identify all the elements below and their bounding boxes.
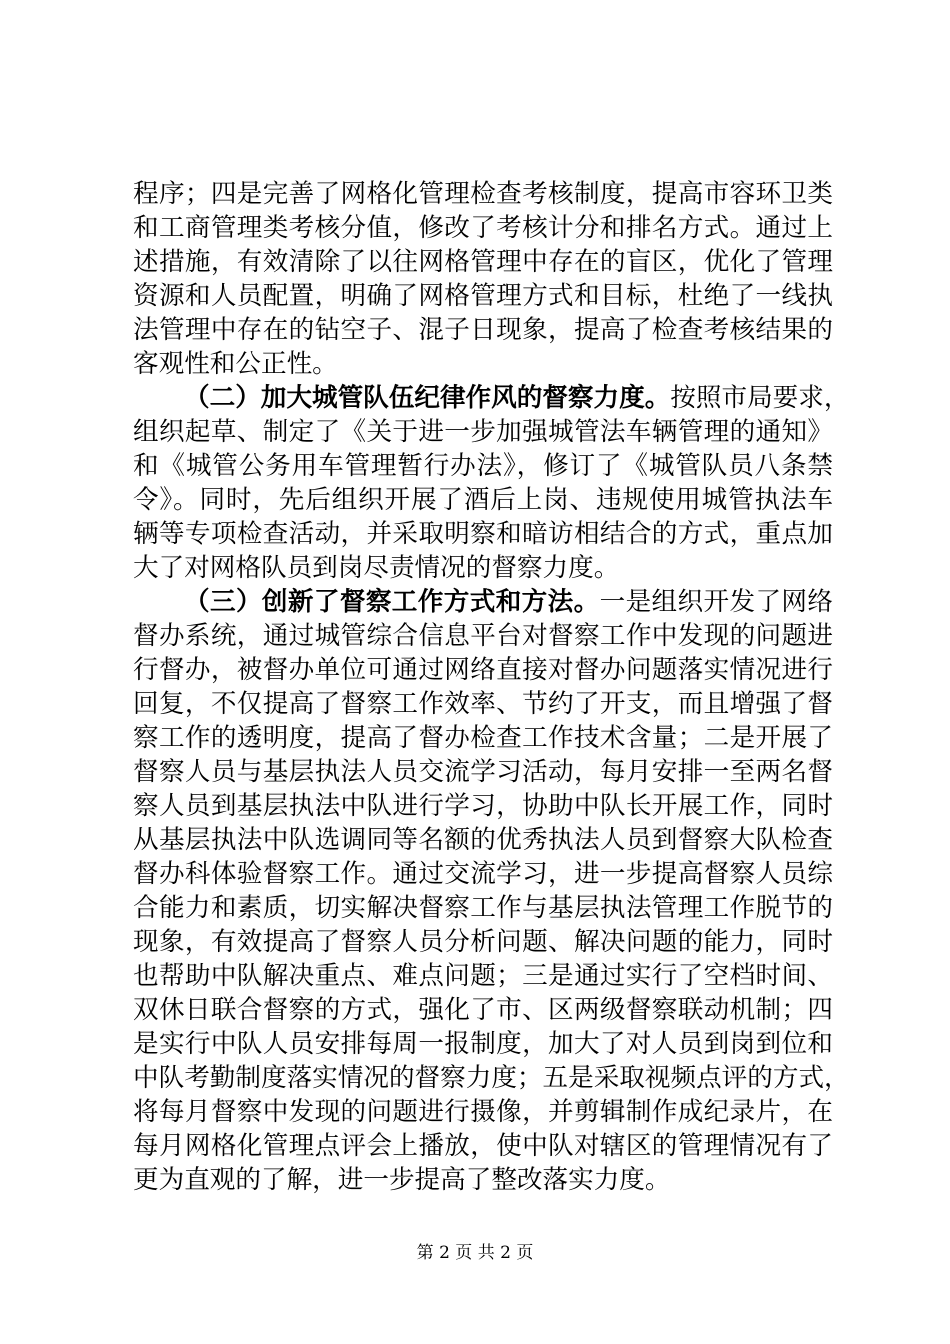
paragraph-3-first-line bbox=[184, 585, 833, 619]
paragraph-3-line-2: 督办系统，通过城管综合信息平台对督察工作中发现的问题进 bbox=[133, 621, 833, 651]
paragraph-2-line-3: 和《城管公务用车管理暂行办法》，修订了《城管队员八条禁 bbox=[133, 451, 833, 481]
paragraph-3-first-line-text: 一是组织开发了网络 bbox=[599, 587, 833, 617]
paragraph-3-line-16: 将每月督察中发现的问题进行摄像，并剪辑制作成纪录片，在 bbox=[133, 1097, 833, 1127]
paragraph-2-line-4: 令》。同时，先后组织开展了酒后上岗、违规使用城管执法车 bbox=[133, 485, 833, 515]
paragraph-3-line-9: 督办科体验督察工作。通过交流学习，进一步提高督察人员综 bbox=[133, 859, 833, 889]
paragraph-3-line-17: 每月网格化管理点评会上播放，使中队对辖区的管理情况有了 bbox=[133, 1131, 833, 1161]
paragraph-3-line-3: 行督办，被督办单位可通过网络直接对督办问题落实情况进行 bbox=[133, 655, 833, 685]
paragraph-3-line-7: 察人员到基层执法中队进行学习，协助中队长开展工作，同时 bbox=[133, 791, 833, 821]
paragraph-3-line-5: 察工作的透明度，提高了督办检查工作技术含量；二是开展了 bbox=[133, 723, 833, 753]
paragraph-3-line-15: 中队考勤制度落实情况的督察力度；五是采取视频点评的方式， bbox=[133, 1063, 850, 1093]
paragraph-3-line-10: 合能力和素质，切实解决督察工作与基层执法管理工作脱节的 bbox=[133, 893, 833, 923]
paragraph-3-line-18: 更为直观的了解，进一步提高了整改落实力度。 bbox=[133, 1165, 671, 1195]
paragraph-3-line-14: 是实行中队人员安排每周一报制度，加大了对人员到岗到位和 bbox=[133, 1029, 833, 1059]
paragraph-1-line-3: 述措施，有效清除了以往网格管理中存在的盲区，优化了管理 bbox=[133, 247, 833, 277]
paragraph-3-line-8: 从基层执法中队选调同等名额的优秀执法人员到督察大队检查 bbox=[133, 825, 833, 855]
paragraph-2-line-6: 大了对网格队员到岗尽责情况的督察力度。 bbox=[133, 553, 620, 583]
paragraph-1-line-2: 和工商管理类考核分值，修改了考核计分和排名方式。通过上 bbox=[133, 213, 833, 243]
paragraph-3-line-12: 也帮助中队解决重点、难点问题；三是通过实行了空档时间、 bbox=[133, 961, 833, 991]
paragraph-1-line-5: 法管理中存在的钻空子、混子日现象，提高了检查考核结果的 bbox=[133, 315, 833, 345]
section-heading-2: （二）加大城管队伍纪律作风的督察力度。 bbox=[184, 383, 671, 413]
paragraph-1-line-4: 资源和人员配置，明确了网格管理方式和目标，杜绝了一线执 bbox=[133, 281, 833, 311]
paragraph-3-line-4: 回复，不仅提高了督察工作效率、节约了开支，而且增强了督 bbox=[133, 689, 833, 719]
paragraph-2-line-2: 组织起草、制定了《关于进一步加强城管法车辆管理的通知》 bbox=[133, 417, 833, 447]
paragraph-2-first-line-text: 按照市局要求， bbox=[670, 383, 850, 413]
paragraph-1-line-1: 程序；四是完善了网格化管理检查考核制度，提高市容环卫类 bbox=[133, 179, 833, 209]
section-heading-3: （三）创新了督察工作方式和方法。 bbox=[184, 587, 600, 617]
page-number-footer: 第 2 页 共 2 页 bbox=[416, 1243, 534, 1263]
paragraph-2-first-line bbox=[184, 381, 850, 415]
paragraph-2-line-5: 辆等专项检查活动，并采取明察和暗访相结合的方式，重点加 bbox=[133, 519, 833, 549]
paragraph-1-line-6: 客观性和公正性。 bbox=[133, 349, 338, 379]
paragraph-3-line-6: 督察人员与基层执法人员交流学习活动，每月安排一至两名督 bbox=[133, 757, 833, 787]
paragraph-3-line-13: 双休日联合督察的方式，强化了市、区两级督察联动机制；四 bbox=[133, 995, 833, 1025]
paragraph-3-line-11: 现象，有效提高了督察人员分析问题、解决问题的能力，同时 bbox=[133, 927, 833, 957]
